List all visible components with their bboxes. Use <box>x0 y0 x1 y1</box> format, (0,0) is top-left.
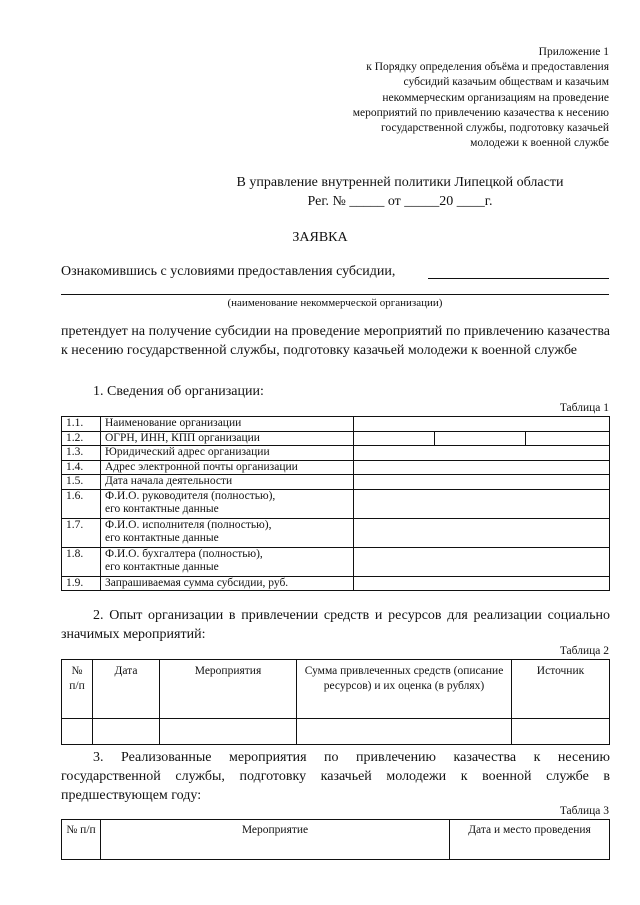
row-label-line1: Ф.И.О. исполнителя (полностью), <box>105 518 272 531</box>
row-number: 1.7. <box>62 518 101 547</box>
table-row <box>62 547 610 576</box>
row-number: 1.1. <box>62 417 101 432</box>
value-cell[interactable] <box>354 547 610 576</box>
table-row <box>62 576 610 591</box>
org-name-blank-2[interactable] <box>61 294 609 295</box>
claim-paragraph: претендует на получение субсидии на проведение мероприятий по привлечению казачества к несению государственной службы, подготовку казачьей молодежи к военной службе <box>61 324 610 358</box>
value-cell[interactable] <box>354 576 610 591</box>
ogrn-cell[interactable] <box>354 431 435 446</box>
table-row <box>62 446 610 461</box>
empty-cell[interactable] <box>160 719 297 745</box>
empty-cell[interactable] <box>297 719 512 745</box>
row-number: 1.2. <box>62 431 101 446</box>
value-cell[interactable] <box>354 417 610 432</box>
table-row <box>62 417 610 432</box>
section2-heading: 2. Опыт организации в привлечении средств и ресурсов для реализации социально значимых мероприятий: <box>61 608 610 642</box>
section1-heading: 1. Сведения об организации: <box>93 384 264 399</box>
header-events: Мероприятия <box>160 660 297 719</box>
row-number: 1.9. <box>62 576 101 591</box>
events-table <box>61 819 610 860</box>
table1-label: Таблица 1 <box>559 402 609 414</box>
row-label-line1: Ф.И.О. руководителя (полностью), <box>105 489 276 502</box>
header-num: № п/п <box>62 660 93 719</box>
appendix-line: субсидий казачьим обществам и казачьим <box>403 76 609 89</box>
document-title: ЗАЯВКА <box>292 230 348 245</box>
header-source: Источник <box>512 660 610 719</box>
addressee-to: В управление внутренней политики Липецкой области <box>236 175 564 190</box>
row-number: 1.4. <box>62 460 101 475</box>
inn-cell[interactable] <box>435 431 526 446</box>
value-cell[interactable] <box>354 460 610 475</box>
row-label-line2: его контактные данные <box>105 561 219 573</box>
kpp-cell[interactable] <box>526 431 610 446</box>
value-cell[interactable] <box>354 489 610 518</box>
row-label: Дата начала деятельности <box>101 475 354 490</box>
row-label: ОГРН, ИНН, КПП организации <box>101 431 354 446</box>
row-number: 1.6. <box>62 489 101 518</box>
intro-lead: Ознакомившись с условиями предоставления субсидии, <box>61 264 396 279</box>
header-num: № п/п <box>62 820 101 860</box>
header-date: Дата <box>93 660 160 719</box>
empty-cell[interactable] <box>93 719 160 745</box>
table3-label: Таблица 3 <box>559 805 609 817</box>
row-label <box>101 489 354 518</box>
row-label-line2: его контактные данные <box>105 503 219 515</box>
row-label-line2: его контактные данные <box>105 532 219 544</box>
header-date-place: Дата и место проведения <box>450 820 610 860</box>
header-sum: Сумма привлеченных средств (описание ресурсов) и их оценка (в рублях) <box>297 660 512 719</box>
row-label: Юридический адрес организации <box>101 446 354 461</box>
row-label: Запрашиваемая сумма субсидии, руб. <box>101 576 354 591</box>
appendix-line: молодежи к военной службе <box>470 137 609 150</box>
table-row <box>62 489 610 518</box>
registration-line: Рег. № _____ от _____20 ____г. <box>307 194 493 209</box>
experience-table <box>61 659 610 745</box>
appendix-line: Приложение 1 <box>538 46 609 58</box>
table-row <box>62 475 610 490</box>
empty-cell[interactable] <box>512 719 610 745</box>
table-row <box>62 518 610 547</box>
table-row <box>62 460 610 475</box>
row-label <box>101 547 354 576</box>
row-label <box>101 518 354 547</box>
section3-heading: 3. Реализованные мероприятия по привлечению казачества к несению государственной службы, подготовку казачьей молодежи к военной службе в предшествующем году: <box>61 750 610 803</box>
table2-label: Таблица 2 <box>559 645 609 657</box>
table-row <box>62 719 610 745</box>
appendix-block <box>309 45 609 151</box>
row-number: 1.5. <box>62 475 101 490</box>
empty-cell[interactable] <box>62 719 93 745</box>
appendix-line: мероприятий по привлечению казачества к несению <box>352 106 609 119</box>
appendix-line: некоммерческим организациям на проведение <box>382 91 609 104</box>
value-cell[interactable] <box>354 446 610 461</box>
org-name-blank[interactable] <box>428 278 609 279</box>
appendix-line: к Порядку определения объёма и предоставления <box>366 61 609 74</box>
org-name-caption: (наименование некоммерческой организации) <box>227 297 443 309</box>
table-row <box>62 431 610 446</box>
row-number: 1.3. <box>62 446 101 461</box>
row-label: Адрес электронной почты организации <box>101 460 354 475</box>
value-cell[interactable] <box>354 475 610 490</box>
row-number: 1.8. <box>62 547 101 576</box>
table-header-row <box>62 660 610 719</box>
row-label: Наименование организации <box>101 417 354 432</box>
table-header-row <box>62 820 610 860</box>
row-label-line1: Ф.И.О. бухгалтера (полностью), <box>105 547 263 560</box>
value-cell[interactable] <box>354 518 610 547</box>
appendix-line: государственной службы, подготовку казачьей <box>381 122 609 135</box>
header-event: Мероприятие <box>101 820 450 860</box>
organization-info-table <box>61 416 610 591</box>
